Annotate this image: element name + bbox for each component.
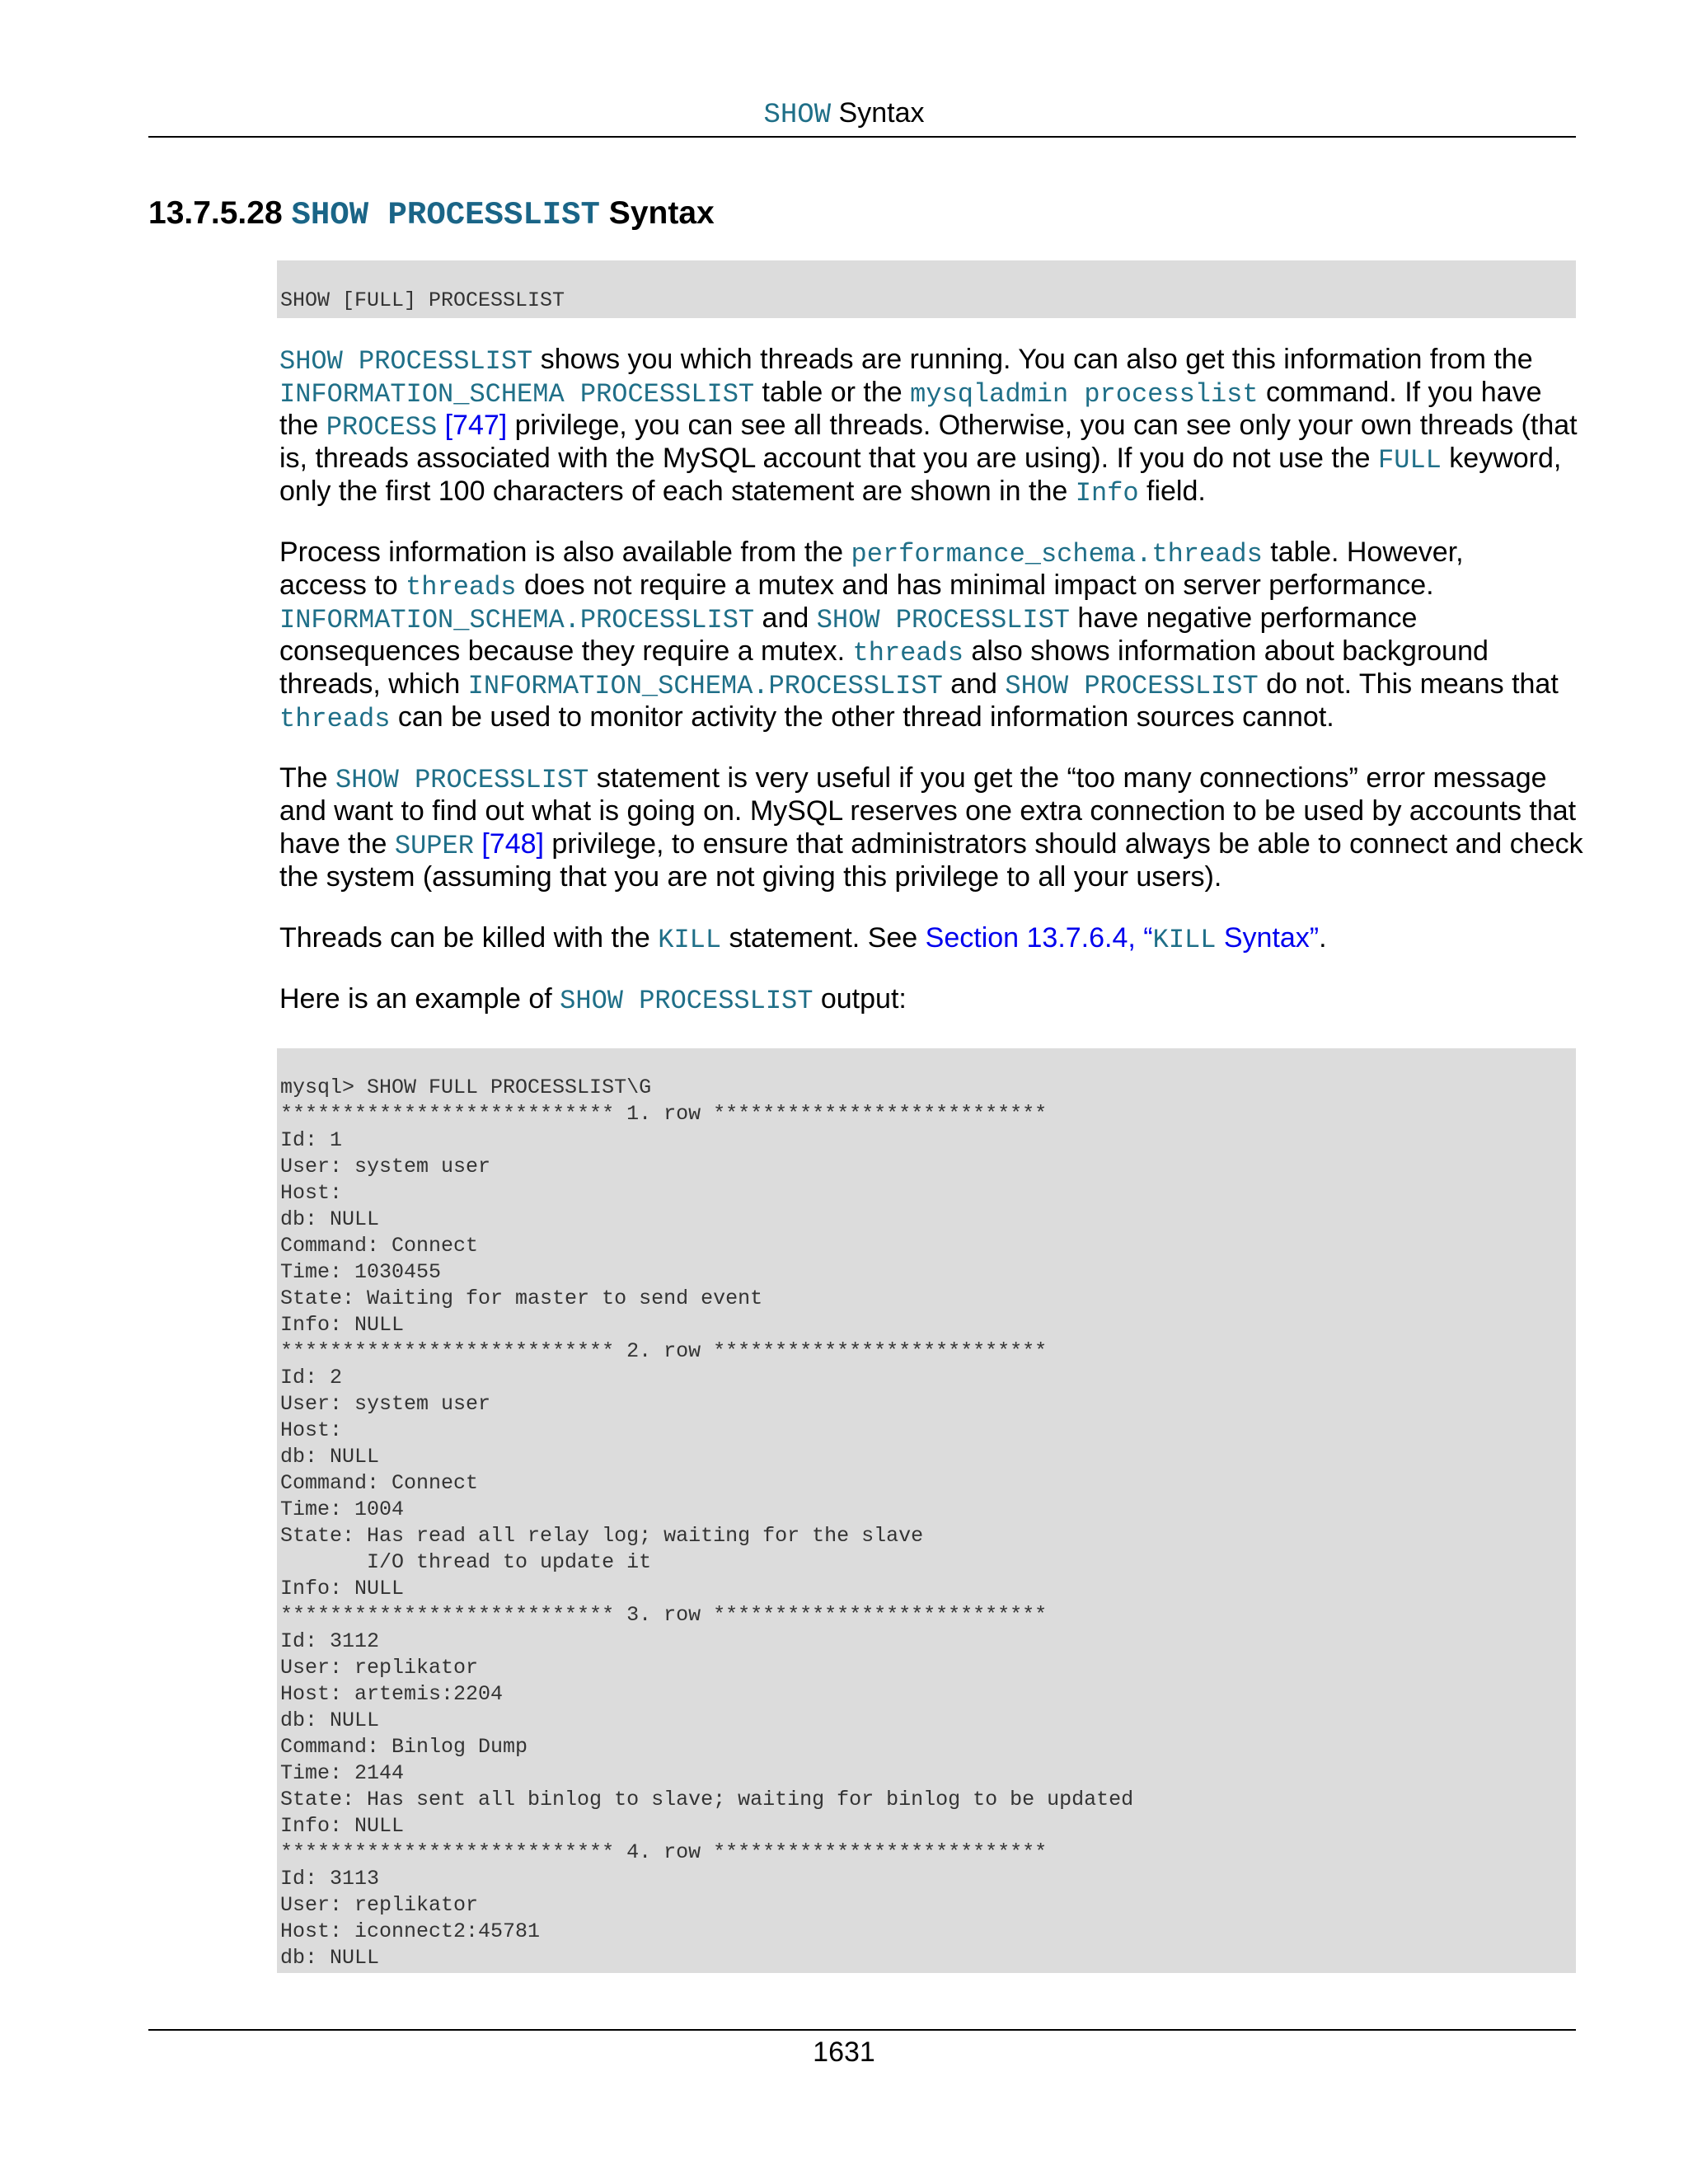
running-header-text: Syntax xyxy=(831,97,925,129)
para2-line4-text-a: consequences because they require a mutex. xyxy=(279,635,853,667)
para2-line4-text-b: also shows information about background xyxy=(963,635,1489,667)
para1-line2-text-a: table or the xyxy=(754,377,911,408)
para3-line1-text-b: statement is very useful if you get the “too many connections” error message xyxy=(588,762,1547,794)
ref-748-link[interactable]: [748] xyxy=(481,828,544,860)
para2-line3 xyxy=(279,602,1582,637)
para5 xyxy=(279,982,1582,1018)
para1-line3 xyxy=(279,409,1582,444)
para2-line6 xyxy=(279,701,1582,736)
para1-line4-text-a: is, threads associated with the MySQL account that you are using). If you do not use the xyxy=(279,443,1379,474)
para4-text-a: Threads can be killed with the xyxy=(279,922,659,954)
para4-text-c: . xyxy=(1319,922,1327,954)
kill-syntax-section-link[interactable] xyxy=(926,922,1319,954)
para3-line2 xyxy=(279,794,1582,827)
example-code-block xyxy=(277,1048,1576,1973)
para3-line1 xyxy=(279,762,1582,797)
para4-text-b: statement. See xyxy=(721,922,926,954)
code-show-processlist: SHOW PROCESSLIST xyxy=(279,346,533,377)
code-performance-schema-threads: performance_schema.threads xyxy=(851,539,1263,569)
kill-link-text-b: Syntax” xyxy=(1216,922,1320,954)
para2-line5-text-b: and xyxy=(942,668,1006,700)
para1-line3-text-b: privilege, you can see all threads. Otherwise, you can see only your own threads (that xyxy=(507,410,1578,441)
para3-line3-text-a: have the xyxy=(279,828,395,860)
section-title xyxy=(148,193,715,236)
para2-line5-text-c: do not. This means that xyxy=(1258,668,1559,700)
para3-line4-text: the system (assuming that you are not giving this privilege to all your users). xyxy=(279,861,1222,893)
footer-rule xyxy=(148,2029,1576,2031)
code-show-processlist: SHOW PROCESSLIST xyxy=(1005,671,1259,701)
para2-line5 xyxy=(279,668,1582,703)
code-kill: KILL xyxy=(658,925,722,955)
ref-747-link[interactable]: [747] xyxy=(444,410,508,441)
example-code: mysql> SHOW FULL PROCESSLIST\G *************************** 1. row *************************** Id: 1 User: system user Host: db: NULL Command: Connect Time: 1030455 State: Waiting for master to send event Info: NULL *************************** 2. row *************************** Id: 2 User: system user Host: db: NULL Command: Connect Time: 1004 State: Has read all relay log; waiting for the slave I/O thread to update it Info: NULL *************************** 3. row *************************** Id: 3112 User: replikator Host: artemis:2204 db: NULL Command: Binlog Dump Time: 2144 State: Has sent all binlog to slave; waiting for binlog to be updated Info: NULL *************************** 4. row *************************** Id: 3113 User: replikator Host: iconnect2:45781 db: NULL xyxy=(280,1076,1134,1970)
code-threads: threads xyxy=(406,572,517,602)
para2-line1 xyxy=(279,536,1582,571)
para3-line3 xyxy=(279,827,1582,863)
para3-line1-text-a: The xyxy=(279,762,336,794)
para4 xyxy=(279,921,1582,957)
kill-link-text-a: Section 13.7.6.4, “ xyxy=(925,922,1153,954)
para5-text-b: output: xyxy=(813,983,907,1015)
syntax-code: SHOW [FULL] PROCESSLIST xyxy=(280,288,565,312)
para2-line3-text-b: have negative performance xyxy=(1069,602,1418,634)
syntax-block xyxy=(277,260,1576,318)
para1-line5-text-b: field. xyxy=(1138,476,1206,507)
para1-line5 xyxy=(279,475,1582,510)
code-show-processlist: SHOW PROCESSLIST xyxy=(816,605,1070,635)
para1-line2 xyxy=(279,376,1582,411)
para1-line3-text-a: the xyxy=(279,410,326,441)
para2-line3-text-a: and xyxy=(754,602,817,634)
para1-line4-text-b: keyword, xyxy=(1441,443,1562,474)
code-full: FULL xyxy=(1378,445,1442,476)
para1-line5-text-a: only the first 100 characters of each statement are shown in the xyxy=(279,476,1076,507)
para5-text-a: Here is an example of xyxy=(279,983,560,1015)
code-information-schema-processlist: INFORMATION_SCHEMA.PROCESSLIST xyxy=(279,605,755,635)
running-header xyxy=(0,96,1688,133)
para2-line6-text: can be used to monitor activity the other thread information sources cannot. xyxy=(390,701,1334,733)
code-process: PROCESS xyxy=(326,412,438,443)
para3-line3-text-b: privilege, to ensure that administrators should always be able to connect and check xyxy=(543,828,1583,860)
code-threads: threads xyxy=(279,704,391,734)
code-info: Info xyxy=(1075,478,1139,509)
code-information-schema-processlist: INFORMATION_SCHEMA PROCESSLIST xyxy=(279,379,755,410)
section-number: 13.7.5.28 xyxy=(148,195,283,231)
code-information-schema-processlist: INFORMATION_SCHEMA.PROCESSLIST xyxy=(467,671,943,701)
para2-line4 xyxy=(279,635,1582,670)
para3-line4 xyxy=(279,860,1582,893)
para2-line2-text-b: does not require a mutex and has minimal impact on server performance. xyxy=(516,569,1434,601)
code-threads: threads xyxy=(852,638,964,668)
para1-line1 xyxy=(279,343,1582,378)
kill-link-code: KILL xyxy=(1152,925,1217,955)
code-mysqladmin-processlist: mysqladmin processlist xyxy=(910,379,1259,410)
page-number: 1631 xyxy=(813,2036,875,2068)
para2-line1-text-b: table. However, xyxy=(1262,537,1464,568)
para1-line2-text-b: command. If you have xyxy=(1258,377,1542,408)
para2-line5-text-a: threads, which xyxy=(279,668,468,700)
para1-line1-text: shows you which threads are running. You can also get this information from the xyxy=(532,344,1533,375)
code-super: SUPER xyxy=(394,831,474,861)
code-show-processlist: SHOW PROCESSLIST xyxy=(560,986,814,1016)
para1-line4 xyxy=(279,442,1582,477)
para2-line2-text-a: access to xyxy=(279,569,406,601)
section-title-suffix: Syntax xyxy=(599,195,715,231)
section-title-code: SHOW PROCESSLIST xyxy=(291,197,600,233)
header-rule xyxy=(148,136,1576,138)
para2-line1-text-a: Process information is also available from the xyxy=(279,537,851,568)
code-show-processlist: SHOW PROCESSLIST xyxy=(335,765,589,795)
para2-line2 xyxy=(279,569,1582,604)
para3-line2-text: and want to find out what is going on. MySQL reserves one extra connection to be used by accounts that xyxy=(279,795,1577,827)
running-header-code: SHOW xyxy=(763,100,832,131)
